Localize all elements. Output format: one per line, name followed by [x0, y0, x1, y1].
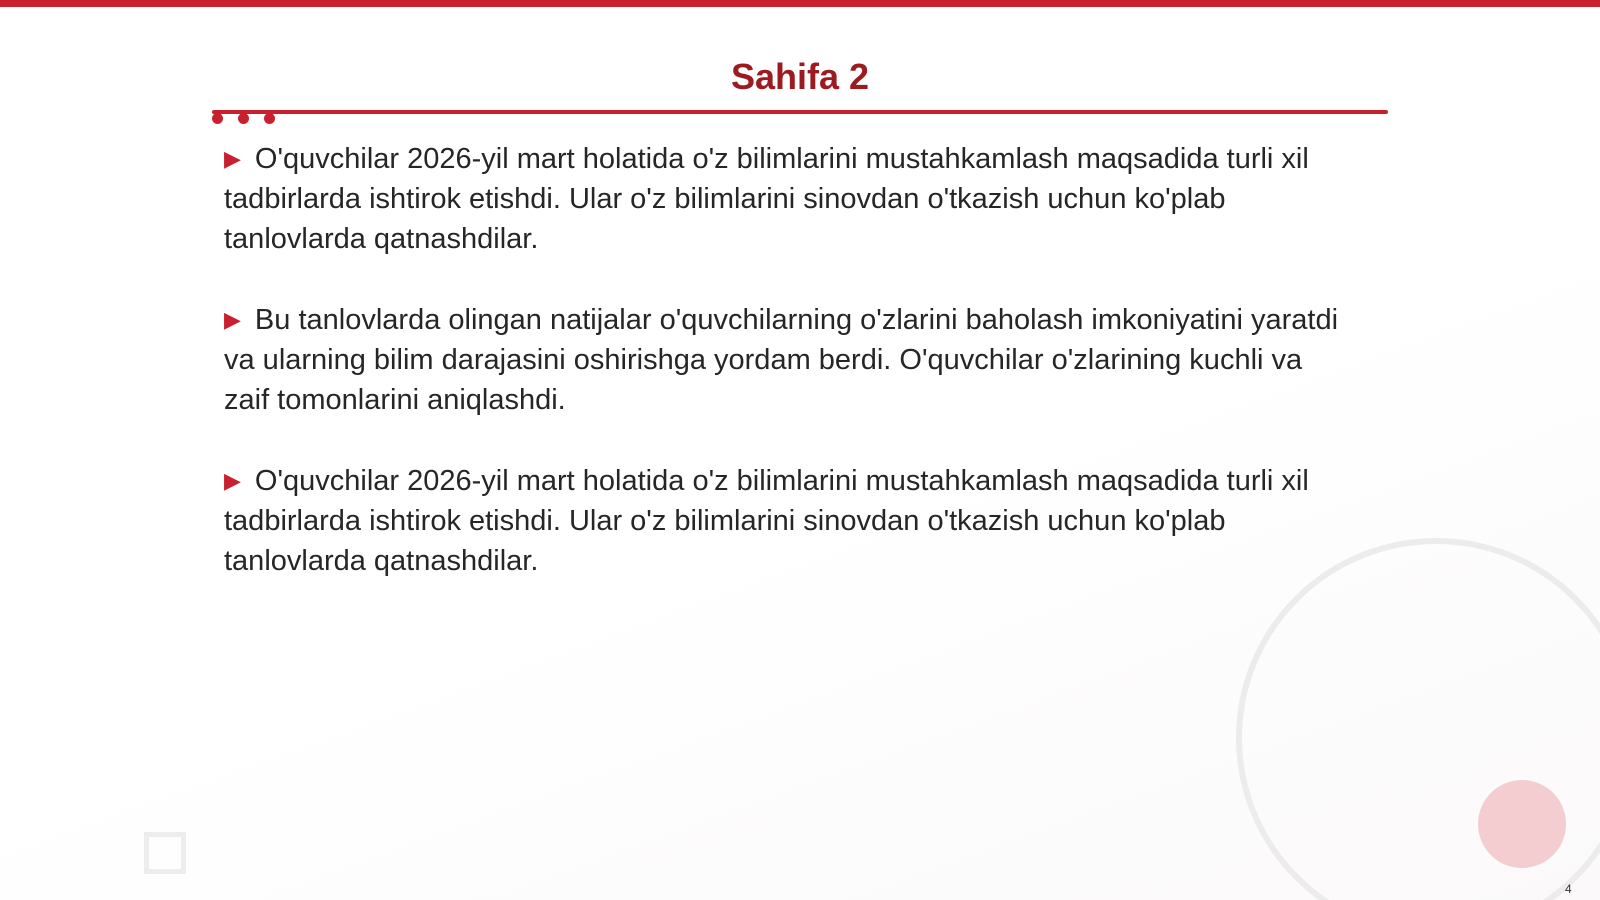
- decorative-dot: [264, 113, 275, 124]
- bullet-list: [224, 139, 1354, 622]
- decorative-square: [144, 832, 186, 874]
- triangle-bullet-icon: ▶: [224, 307, 241, 332]
- decorative-dot: [212, 113, 223, 124]
- decorative-pink-circle: [1478, 780, 1566, 868]
- bullet-paragraph: [224, 139, 1354, 259]
- slide-title: Sahifa 2: [730, 56, 870, 97]
- bullet-paragraph: [224, 300, 1354, 420]
- top-accent-bar: [0, 0, 1600, 7]
- page-number: 4: [1565, 882, 1572, 896]
- bullet-paragraph: [224, 461, 1354, 581]
- title-underline: [212, 110, 1388, 114]
- paragraph-text: O'quvchilar 2026-yil mart holatida o'z bilimlarini mustahkamlash maqsadida turli xil tadbirlarda ishtirok etishdi. Ular o'z bilimlarini sinovdan o'tkazish uchun ko'plab tanlovlarda qatnashdilar.: [224, 465, 1309, 577]
- paragraph-text: O'quvchilar 2026-yil mart holatida o'z bilimlarini mustahkamlash maqsadida turli xil tadbirlarda ishtirok etishdi. Ular o'z bilimlarini sinovdan o'tkazish uchun ko'plab tanlovlarda qatnashdilar.: [224, 143, 1309, 255]
- paragraph-text: Bu tanlovlarda olingan natijalar o'quvchilarning o'zlarini baholash imkoniyatini yaratdi va ularning bilim darajasini oshirishga yordam berdi. O'quvchilar o'zlarining kuchli va zaif tomonlarini aniqlashdi.: [224, 304, 1339, 416]
- decorative-dot: [238, 113, 249, 124]
- triangle-bullet-icon: ▶: [224, 146, 241, 171]
- triangle-bullet-icon: ▶: [224, 468, 241, 493]
